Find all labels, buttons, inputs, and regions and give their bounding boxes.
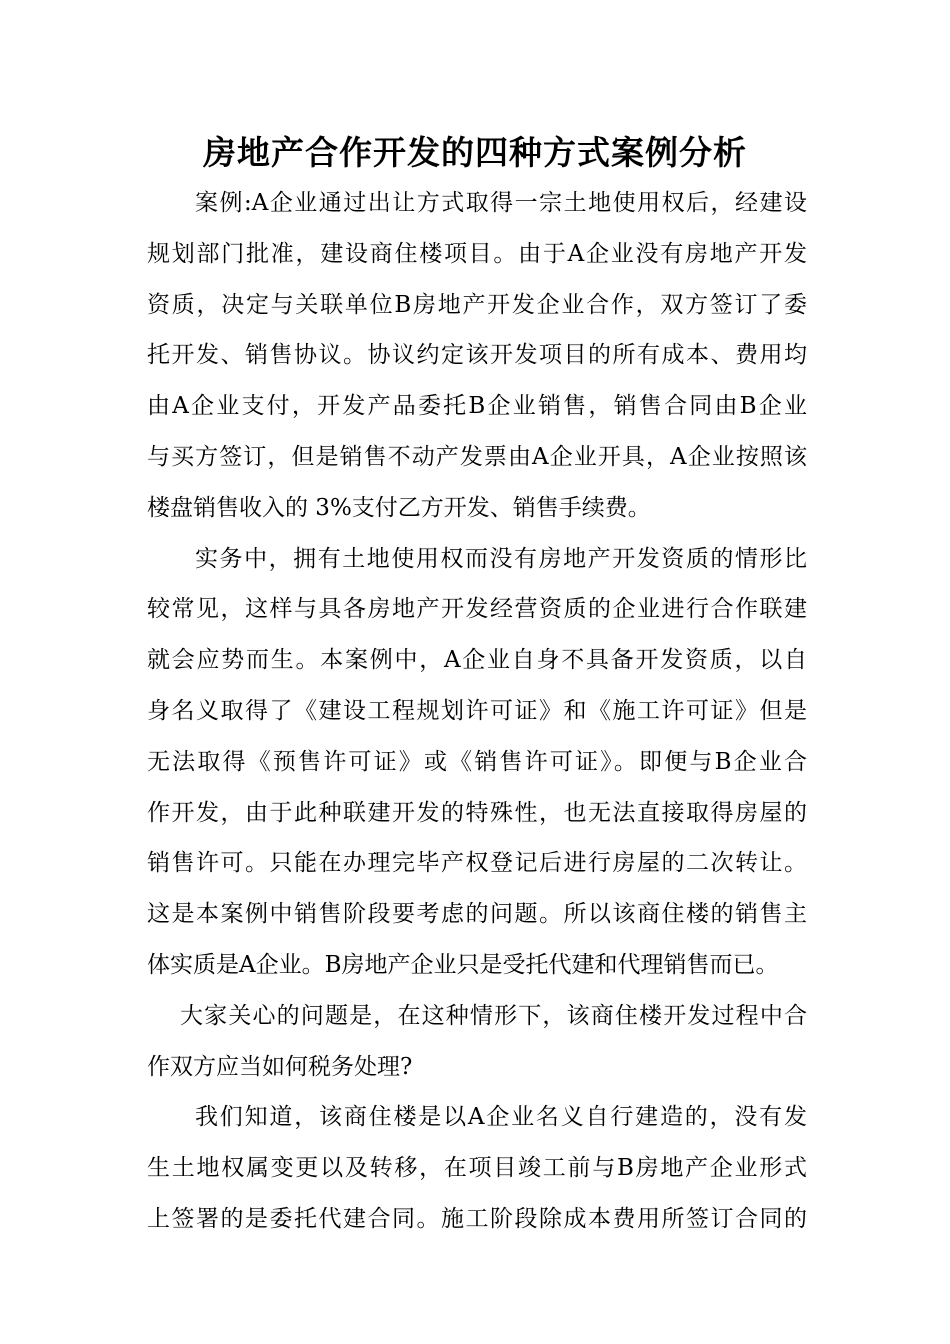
paragraph-line: 实务中，拥有土地使用权而没有房地产开发资质的情形比: [195, 545, 807, 572]
paragraph-line: 上签署的是委托代建合同。施工阶段除成本费用所签订合同的: [147, 1205, 807, 1232]
paragraph-line: 这是本案例中销售阶段要考虑的问题。所以该商住楼的销售主: [147, 901, 807, 928]
paragraph-line: 案例:A企业通过出让方式取得一宗土地使用权后，经建设: [195, 190, 807, 216]
paragraph-line: 由A企业支付，开发产品委托B企业销售，销售合同由B企业: [147, 393, 807, 420]
paragraph-line: 生土地权属变更以及转移，在项目竣工前与B房地产企业形式: [147, 1155, 807, 1182]
paragraph-line: 大家关心的问题是，在这种情形下，该商住楼开发过程中合: [180, 1002, 807, 1029]
paragraph-line: 资质，决定与关联单位B房地产开发企业合作，双方签订了委: [147, 291, 807, 318]
paragraph-line: 作双方应当如何税务处理?: [147, 1053, 413, 1080]
paragraph-line: 作开发，由于此种联建开发的特殊性，也无法直接取得房屋的: [147, 799, 807, 826]
paragraph-line: 销售许可。只能在办理完毕产权登记后进行房屋的二次转让。: [147, 850, 807, 877]
paragraph-line: 体实质是A企业。B房地产企业只是受托代建和代理销售而已。: [147, 951, 779, 978]
paragraph-line: 无法取得《预售许可证》或《销售许可证》。即便与B企业合: [147, 748, 807, 775]
paragraph-analysis: [147, 1092, 807, 1244]
paragraph-line: 就会应势而生。本案例中，A企业自身不具备开发资质，以自: [147, 647, 807, 674]
document-title: 房地产合作开发的四种方式案例分析: [203, 133, 747, 172]
paragraph-line: 与买方签订，但是销售不动产发票由A企业开具，A企业按照该: [147, 443, 807, 470]
paragraph-line: 托开发、销售协议。协议约定该开发项目的所有成本、费用均: [147, 342, 807, 369]
paragraph-line: 规划部门批准，建设商住楼项目。由于A企业没有房地产开发: [147, 240, 807, 267]
paragraph-question: [147, 991, 807, 1093]
paragraph-line: 身名义取得了《建设工程规划许可证》和《施工许可证》但是: [147, 697, 807, 724]
paragraph-practice: [147, 534, 807, 991]
document-body: [147, 178, 807, 1245]
paragraph-line: 我们知道，该商住楼是以A企业名义自行建造的，没有发: [195, 1104, 807, 1131]
paragraph-line: 楼盘销售收入的 3%支付乙方开发、销售手续费。: [147, 494, 651, 521]
paragraph-case: [147, 178, 807, 534]
paragraph-line: 较常见，这样与具各房地产开发经营资质的企业进行合作联建: [147, 596, 807, 623]
